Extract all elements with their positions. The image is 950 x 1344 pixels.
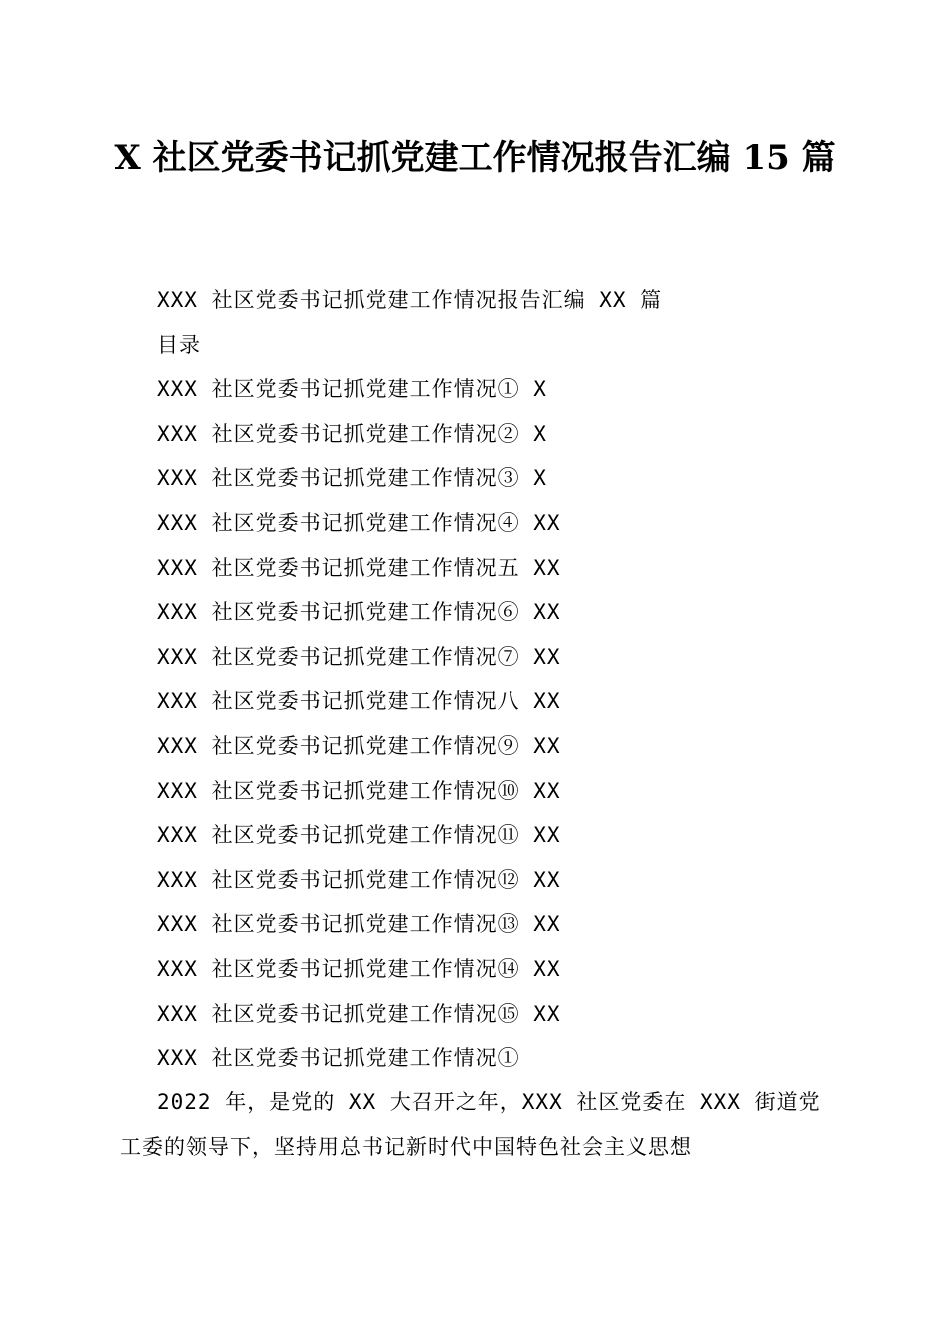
toc-item: XXX 社区党委书记抓党建工作情况③ X xyxy=(157,466,547,491)
toc-item: XXX 社区党委书记抓党建工作情况② X xyxy=(157,421,547,446)
toc-item: XXX 社区党委书记抓党建工作情况⑦ XX xyxy=(157,644,561,669)
table-of-contents xyxy=(157,278,837,1081)
toc-item: XXX 社区党委书记抓党建工作情况⑩ XX xyxy=(157,778,561,803)
toc-heading: 目录 xyxy=(157,332,201,357)
toc-item: XXX 社区党委书记抓党建工作情况⑪ XX xyxy=(157,823,561,848)
toc-item: XXX 社区党委书记抓党建工作情况八 XX xyxy=(157,689,561,714)
document-title: X 社区党委书记抓党建工作情况报告汇编 15 篇 xyxy=(114,138,836,178)
document-subtitle: XXX 社区党委书记抓党建工作情况报告汇编 XX 篇 xyxy=(157,288,663,312)
toc-item: XXX 社区党委书记抓党建工作情况⑬ XX xyxy=(157,912,561,937)
section-heading: XXX 社区党委书记抓党建工作情况① xyxy=(157,1046,520,1071)
toc-item: XXX 社区党委书记抓党建工作情况④ XX xyxy=(157,510,561,535)
toc-item: XXX 社区党委书记抓党建工作情况⑮ XX xyxy=(157,1001,561,1026)
toc-item: XXX 社区党委书记抓党建工作情况① X xyxy=(157,377,547,402)
toc-item: XXX 社区党委书记抓党建工作情况⑨ XX xyxy=(157,733,561,758)
toc-item: XXX 社区党委书记抓党建工作情况⑭ XX xyxy=(157,956,561,981)
toc-item: XXX 社区党委书记抓党建工作情况五 XX xyxy=(157,555,561,580)
toc-item: XXX 社区党委书记抓党建工作情况⑫ XX xyxy=(157,867,561,892)
toc-item: XXX 社区党委书记抓党建工作情况⑥ XX xyxy=(157,600,561,625)
body-paragraph: 2022 年，是党的 XX 大召开之年，XXX 社区党委在 XXX 街道党工委的领导下，坚持用总书记新时代中国特色社会主义思想 xyxy=(120,1090,821,1159)
